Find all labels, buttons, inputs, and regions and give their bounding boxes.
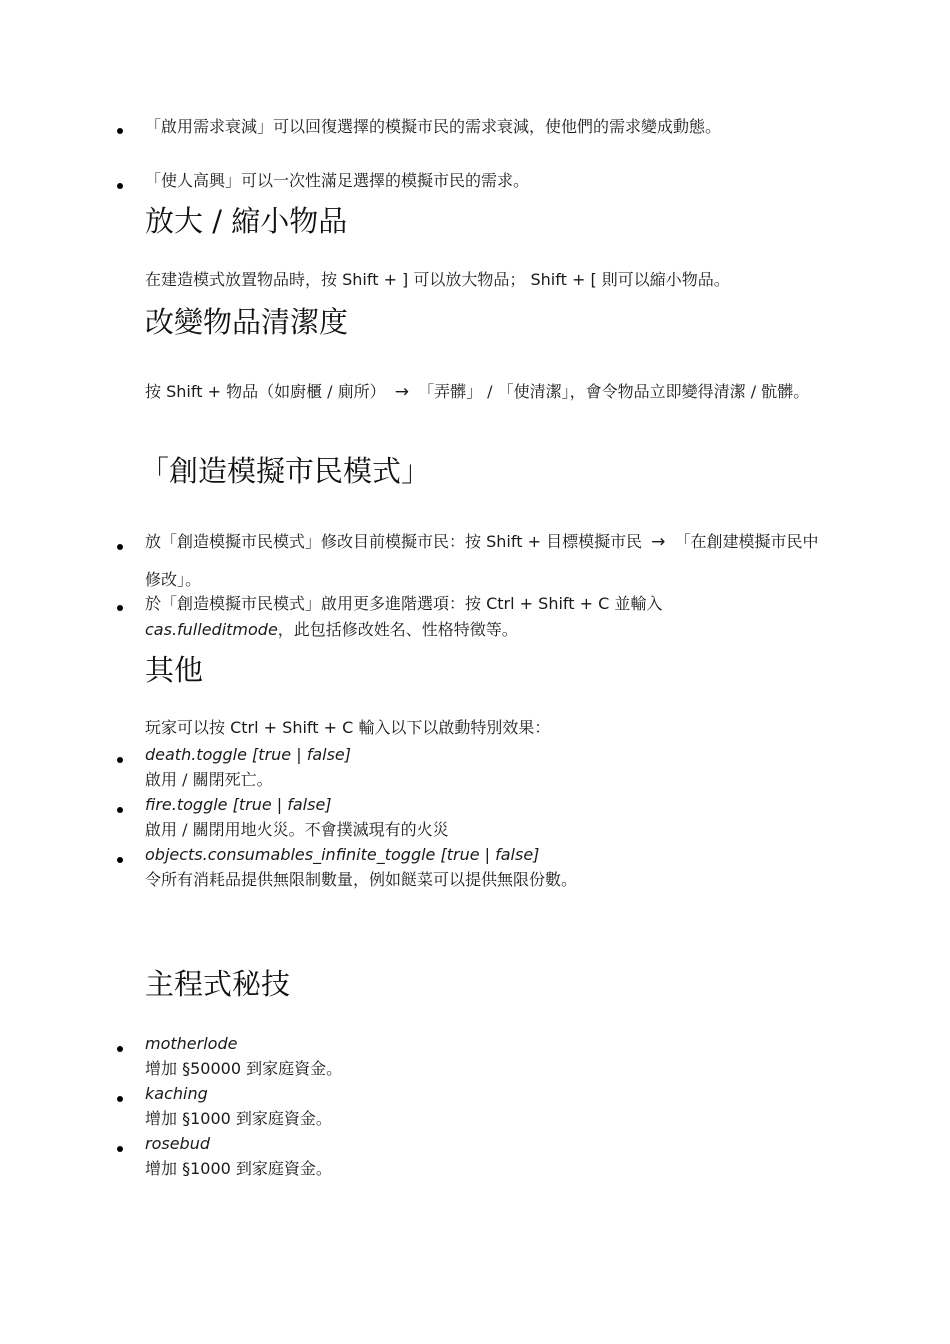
list-item — [145, 1032, 825, 1082]
cheat-description: 啟用 / 關閉死亡。 — [145, 770, 273, 789]
list-item — [145, 1132, 825, 1182]
cheat-code: kaching — [145, 1084, 208, 1103]
arrow-right-icon: → — [651, 532, 666, 552]
cheat-description: 增加 §1000 到家庭資金。 — [145, 1109, 332, 1128]
bullet — [117, 757, 123, 763]
cheat-description: 啟用 / 關閉用地火災。不會撲滅現有的火災 — [145, 820, 449, 839]
cheat-description: 增加 §50000 到家庭資金。 — [145, 1059, 343, 1078]
cheat-code: objects.consumables_infinite_toggle [true | false] — [145, 845, 540, 864]
section-heading-clean: 改變物品清潔度 — [145, 305, 349, 339]
resize-paragraph: 在建造模式放置物品時，按 Shift + ] 可以放大物品； Shift + [ 則可以縮小物品。 — [145, 270, 730, 289]
key-combo: Shift + ] — [342, 270, 409, 289]
clean-paragraph: 按 Shift + 物品（如廚櫃 / 廁所） → 「弄髒」 / 「使清潔」，會令物品立即變得清潔 / 骯髒。 — [145, 382, 810, 402]
cheat-code: fire.toggle [true | false] — [145, 795, 332, 814]
list-item: 於「創造模擬市民模式」啟用更多進階選項：按 Ctrl + Shift + C 並輸入 cas.fulleditmode，此包括修改姓名、性格特徵等。 — [145, 594, 663, 639]
other-intro: 玩家可以按 Ctrl + Shift + C 輸入以下以啟動特別效果： — [145, 718, 551, 737]
list-item: 放「創造模擬市民模式」修改目前模擬市民：按 Shift + 目標模擬市民 → 「在創建模擬市民中修改」。 — [145, 532, 819, 589]
cheat-code: rosebud — [145, 1134, 210, 1153]
bullet — [117, 857, 123, 863]
bullet — [117, 1096, 123, 1102]
section-heading-main-cheats: 主程式秘技 — [145, 967, 291, 1001]
section-heading-resize: 放大 / 縮小物品 — [145, 204, 348, 238]
key-combo: Ctrl + Shift + C — [486, 594, 610, 613]
cheat-code: death.toggle [true | false] — [145, 745, 351, 764]
bullet — [117, 807, 123, 813]
list-item — [145, 1082, 825, 1132]
cheat-code: cas.fulleditmode — [145, 620, 278, 639]
section-heading-cas: 「創造模擬市民模式」 — [140, 454, 431, 488]
bullet — [117, 183, 123, 189]
list-item — [145, 743, 825, 793]
cheat-description: 令所有消耗品提供無限制數量，例如餸菜可以提供無限份數。 — [145, 870, 578, 889]
cheat-description: 增加 §1000 到家庭資金。 — [145, 1159, 332, 1178]
bullet — [117, 128, 123, 134]
key-combo: Shift + — [166, 382, 221, 401]
list-item — [145, 793, 825, 843]
key-combo: Shift + [ — [530, 270, 597, 289]
section-heading-other: 其他 — [145, 653, 204, 687]
bullet — [117, 605, 123, 611]
list-item: 「啟用需求衰減」可以回復選擇的模擬市民的需求衰減，使他們的需求變成動態。 — [145, 117, 722, 136]
key-combo: Ctrl + Shift + C — [230, 718, 354, 737]
bullet — [117, 1146, 123, 1152]
money-amount: §1000 — [182, 1159, 231, 1178]
bullet — [117, 544, 123, 550]
arrow-right-icon: → — [394, 382, 409, 402]
money-amount: §50000 — [182, 1059, 242, 1078]
bullet — [117, 1046, 123, 1052]
key-combo: Shift + — [486, 532, 541, 551]
list-item: 「使人高興」可以一次性滿足選擇的模擬市民的需求。 — [145, 171, 530, 190]
cheat-code: motherlode — [145, 1034, 238, 1053]
money-amount: §1000 — [182, 1109, 231, 1128]
list-item — [145, 843, 825, 893]
